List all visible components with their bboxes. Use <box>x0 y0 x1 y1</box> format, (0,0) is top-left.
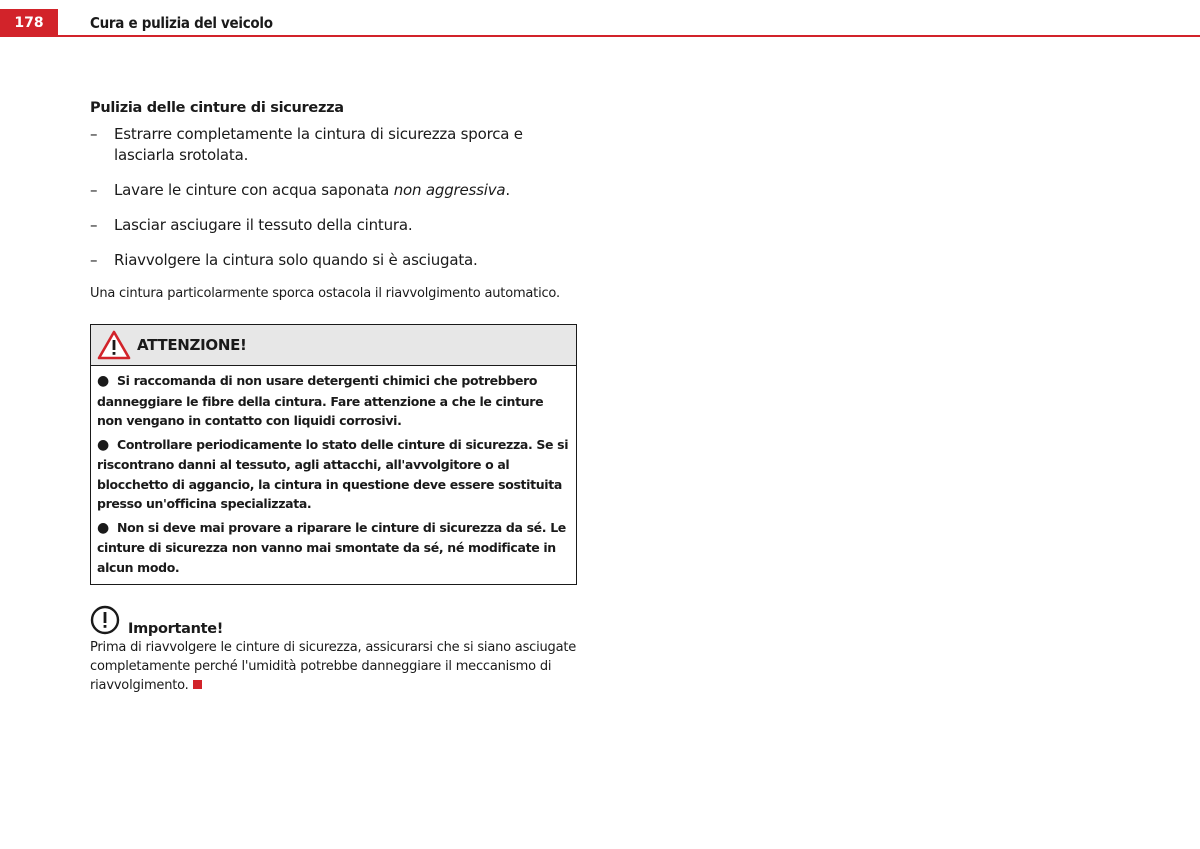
page-number: 178 <box>0 9 58 37</box>
steps-list <box>90 124 577 271</box>
step-dash: – <box>90 125 98 143</box>
important-block <box>90 605 577 695</box>
important-header <box>90 605 577 635</box>
bullet-icon: ● <box>97 519 109 536</box>
chapter-title: Cura e pulizia del veicolo <box>90 14 273 32</box>
header-rule <box>58 35 1200 37</box>
bullet-icon: ● <box>97 373 109 389</box>
step-item <box>90 215 577 236</box>
warning-body <box>91 366 576 584</box>
step-text <box>114 180 510 201</box>
content-column <box>90 100 577 695</box>
step-dash: – <box>90 216 98 234</box>
warning-header <box>91 325 576 366</box>
warning-box <box>90 324 577 585</box>
note-text: Una cintura particolarmente sporca ostacola il riavvolgimento automatico. <box>90 286 560 301</box>
important-title: Importante! <box>128 621 224 637</box>
step-dash: – <box>90 181 98 199</box>
step-text-part: Lavare le cinture con acqua saponata <box>114 181 394 199</box>
step-item <box>90 124 577 166</box>
step-text: Lasciar asciugare il tessuto della cintura. <box>114 216 413 234</box>
step-item <box>90 180 577 201</box>
step-dash: – <box>90 251 98 269</box>
warning-triangle-icon <box>97 330 131 360</box>
step-text: Riavvolgere la cintura solo quando si è asciugata. <box>114 251 478 269</box>
section-heading: Pulizia delle cinture di sicurezza <box>90 100 344 116</box>
important-text <box>90 638 577 695</box>
step-item <box>90 250 577 271</box>
step-text-emphasis: non aggressiva <box>393 181 506 199</box>
warning-title: ATTENZIONE! <box>137 336 247 354</box>
warning-item <box>97 435 570 514</box>
important-text-body: Prima di riavvolgere le cinture di sicurezza, assicurarsi che si siano asciugate completamente perché l'umidità potrebbe danneggiare il meccanismo di riavvolgimento. <box>90 640 577 693</box>
warning-item-text: Non si deve mai provare a riparare le cinture di sicurezza da sé. Le cinture di sicurezza non vanno mai smontate da sé, né modificate in alcun modo. <box>97 519 566 575</box>
warning-item-text: Si raccomanda di non usare detergenti chimici che potrebbero danneggiare le fibre della cintura. Fare attenzione a che le cinture non vengano in contatto con liquidi corrosivi. <box>97 373 544 428</box>
exclamation-circle-icon <box>90 605 120 635</box>
step-text-part: . <box>505 181 510 199</box>
step-text: Estrarre completamente la cintura di sicurezza sporca e lasciarla srotolata. <box>114 125 523 164</box>
warning-item <box>97 518 570 578</box>
end-of-section-icon <box>193 680 202 689</box>
warning-item-text: Controllare periodicamente lo stato delle cinture di sicurezza. Se si riscontrano danni al tessuto, agli attacchi, all'avvolgitore o al blocchetto di aggancio, la cintura in questione deve essere sostituita presso un'officina specializzata. <box>97 436 569 511</box>
warning-item <box>97 371 570 431</box>
bullet-icon: ● <box>97 436 109 453</box>
